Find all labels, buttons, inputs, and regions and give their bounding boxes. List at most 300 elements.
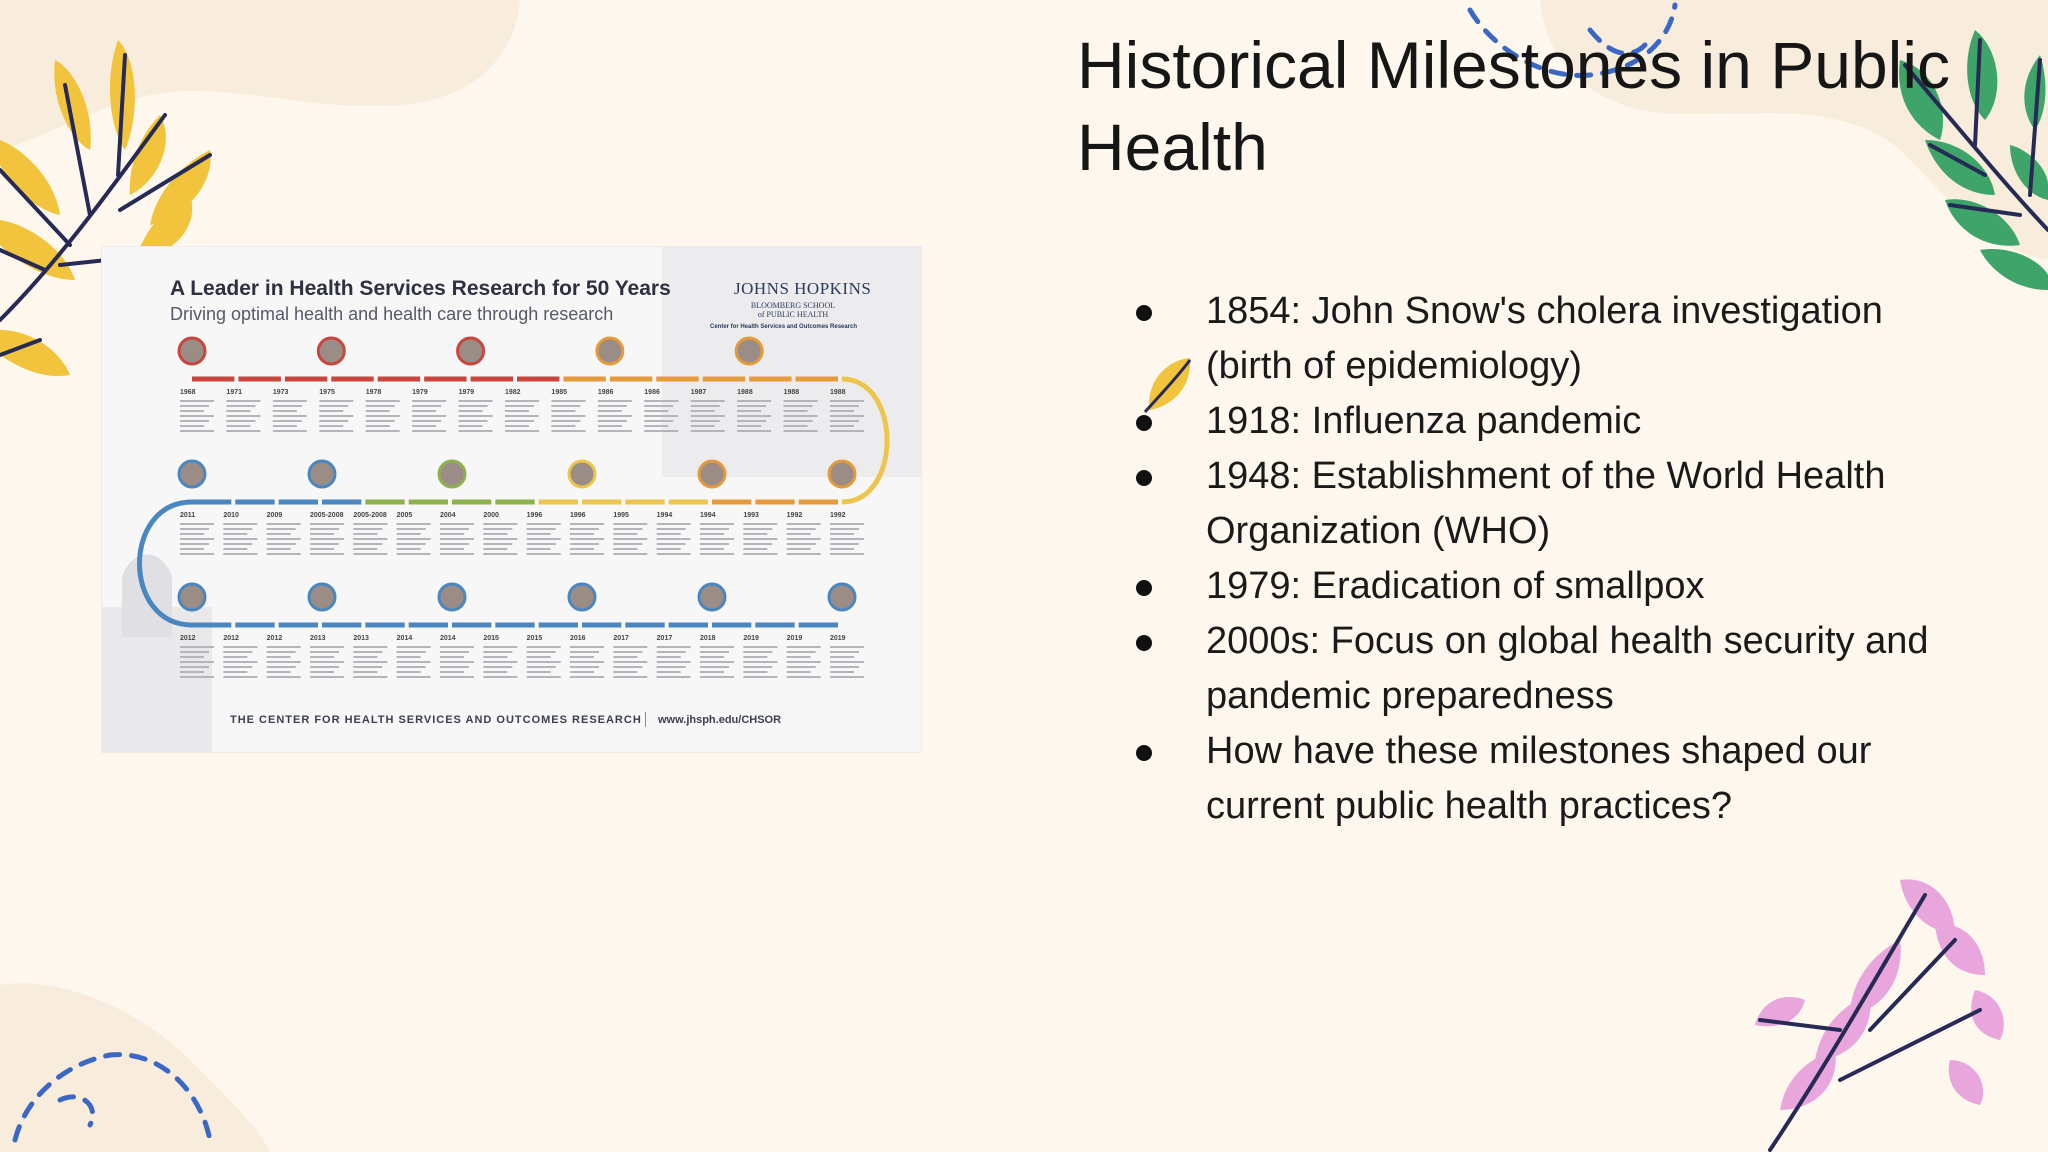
- timeline-entry-text-line: [459, 400, 493, 402]
- timeline-entry-text-line: [700, 646, 734, 648]
- timeline-entry-text-line: [700, 528, 729, 530]
- timeline-entry-text-line: [613, 553, 647, 555]
- timeline-year-label: 2000: [483, 512, 499, 519]
- timeline-entry-text-line: [527, 676, 561, 678]
- timeline-entry-text-line: [527, 671, 551, 673]
- timeline-entry-text-line: [737, 400, 771, 402]
- timeline-entry-text-line: [180, 661, 214, 663]
- timeline-entry-text-line: [570, 661, 604, 663]
- timeline-entry-text-line: [397, 661, 431, 663]
- timeline-entry-text-line: [353, 676, 387, 678]
- poster-logo-school: BLOOMBERG SCHOOL of PUBLIC HEALTH: [750, 301, 836, 319]
- timeline-entry-text-line: [180, 420, 209, 422]
- timeline-entry-text-line: [743, 548, 767, 550]
- timeline-entry-text-line: [657, 651, 686, 653]
- timeline-entry-text-line: [613, 523, 647, 525]
- timeline-year-label: 1988: [737, 389, 753, 396]
- timeline-entry-text-line: [353, 651, 382, 653]
- timeline-entry-text-line: [505, 410, 529, 412]
- timeline-entry-text-line: [613, 656, 637, 658]
- timeline-entry-text-line: [505, 420, 534, 422]
- timeline-entry-text-line: [180, 666, 209, 668]
- portrait-avatar: [309, 461, 335, 487]
- timeline-entry-text-line: [180, 538, 214, 540]
- timeline-entry-text-line: [223, 676, 257, 678]
- timeline-entry-text-line: [787, 523, 821, 525]
- timeline-entry-text-line: [743, 646, 777, 648]
- timeline-year-label: 1992: [786, 512, 803, 519]
- timeline-entry-text-line: [570, 548, 594, 550]
- timeline-entry-text-line: [527, 533, 551, 535]
- timeline-entry-text-line: [483, 671, 507, 673]
- timeline-entry-text-line: [267, 671, 291, 673]
- timeline-entry-text-line: [226, 405, 255, 407]
- timeline-entry-text-line: [644, 425, 668, 427]
- timeline-entry-text-line: [483, 528, 512, 530]
- timeline-entry-text-line: [223, 528, 252, 530]
- timeline-entry-text-line: [483, 661, 517, 663]
- timeline-entry-text-line: [700, 523, 734, 525]
- poster-logo-name: JOHNS HOPKINS: [734, 279, 872, 298]
- timeline-entry-text-line: [830, 671, 854, 673]
- timeline-entry-text-line: [353, 656, 377, 658]
- timeline-year-label: 2019: [743, 635, 759, 642]
- timeline-entry-text-line: [180, 671, 204, 673]
- timeline-entry-text-line: [440, 666, 469, 668]
- timeline-entry-text-line: [830, 523, 864, 525]
- timeline-entry-text-line: [737, 415, 771, 417]
- timeline-entry-text-line: [743, 528, 772, 530]
- timeline-entry-text-line: [483, 676, 517, 678]
- timeline-entry-text-line: [226, 430, 260, 432]
- timeline-entry-text-line: [267, 543, 296, 545]
- timeline-entry-text-line: [353, 523, 387, 525]
- timeline-entry-text-line: [440, 646, 474, 648]
- timeline-entry-text-line: [353, 538, 387, 540]
- timeline-entry-text-line: [223, 538, 257, 540]
- timeline-year-label: 1987: [690, 389, 707, 396]
- timeline-entry-text-line: [657, 538, 691, 540]
- timeline-entry-text-line: [366, 425, 390, 427]
- timeline-entry-text-line: [527, 538, 561, 540]
- timeline-entry-text-line: [397, 528, 426, 530]
- timeline-entry-text-line: [570, 676, 604, 678]
- timeline-entry-text-line: [657, 656, 681, 658]
- timeline-entry-text-line: [180, 543, 209, 545]
- portrait-avatar: [179, 461, 205, 487]
- timeline-entry-text-line: [743, 538, 777, 540]
- timeline-entry-text-line: [551, 405, 580, 407]
- timeline-year-label: 2005-2008: [353, 512, 387, 519]
- timeline-entry-text-line: [180, 656, 204, 658]
- timeline-entry-text-line: [787, 651, 816, 653]
- timeline-entry-text-line: [180, 405, 209, 407]
- timeline-year-label: 2015: [526, 635, 543, 642]
- timeline-entry-text-line: [310, 523, 344, 525]
- timeline-entry-text-line: [440, 671, 464, 673]
- timeline-entry-text-line: [353, 671, 377, 673]
- timeline-entry-text-line: [691, 415, 725, 417]
- timeline-entry-text-line: [353, 528, 382, 530]
- timeline-entry-text-line: [440, 553, 474, 555]
- timeline-year-label: 1988: [830, 389, 846, 396]
- timeline-entry-text-line: [613, 538, 647, 540]
- timeline-entry-text-line: [319, 430, 353, 432]
- timeline-entry-text-line: [366, 405, 395, 407]
- bullet-item: 2000s: Focus on global health security and pandemic preparedness: [1132, 614, 1932, 724]
- timeline-entry-text-line: [223, 646, 257, 648]
- timeline-year-label: 2012: [223, 635, 239, 642]
- timeline-entry-text-line: [310, 646, 344, 648]
- timeline-entry-text-line: [613, 651, 642, 653]
- timeline-entry-text-line: [483, 538, 517, 540]
- timeline-year-label: 2019: [830, 635, 846, 642]
- timeline-entry-text-line: [700, 553, 734, 555]
- timeline-year-label: 1994: [656, 512, 673, 519]
- timeline-entry-text-line: [226, 415, 260, 417]
- timeline-year-label: 1982: [505, 389, 521, 396]
- timeline-year-label: 1996: [570, 512, 586, 519]
- timeline-entry-text-line: [743, 676, 777, 678]
- timeline-entry-text-line: [310, 528, 339, 530]
- timeline-year-label: 1975: [319, 389, 335, 396]
- timeline-entry-text-line: [353, 666, 382, 668]
- timeline-entry-text-line: [527, 661, 561, 663]
- timeline-entry-text-line: [737, 420, 766, 422]
- poster-center-name: Center for Health Services and Outcomes Research: [710, 324, 858, 330]
- timeline-entry-text-line: [570, 646, 604, 648]
- timeline-entry-text-line: [527, 523, 561, 525]
- timeline-entry-text-line: [319, 420, 348, 422]
- timeline-entry-text-line: [366, 415, 400, 417]
- timeline-year-label: 2014: [396, 635, 413, 642]
- timeline-entry-text-line: [527, 646, 561, 648]
- timeline-entry-text-line: [598, 420, 627, 422]
- timeline-entry-text-line: [700, 661, 734, 663]
- timeline-entry-text-line: [784, 430, 818, 432]
- timeline-entry-text-line: [613, 671, 637, 673]
- timeline-entry-text-line: [223, 553, 257, 555]
- timeline-entry-text-line: [366, 410, 390, 412]
- bullet-item: 1918: Influenza pandemic: [1132, 394, 1932, 449]
- timeline-entry-text-line: [551, 415, 585, 417]
- timeline-entry-text-line: [787, 538, 821, 540]
- timeline-entry-text-line: [787, 646, 821, 648]
- timeline-entry-text-line: [505, 425, 529, 427]
- timeline-entry-text-line: [570, 543, 599, 545]
- timeline-entry-text-line: [505, 415, 539, 417]
- timeline-year-label: 1978: [365, 389, 382, 396]
- timeline-entry-text-line: [787, 676, 821, 678]
- timeline-entry-text-line: [223, 548, 247, 550]
- timeline-entry-text-line: [691, 430, 725, 432]
- timeline-entry-text-line: [180, 425, 204, 427]
- timeline-entry-text-line: [784, 405, 813, 407]
- timeline-entry-text-line: [700, 656, 724, 658]
- timeline-entry-text-line: [700, 666, 729, 668]
- timeline-entry-text-line: [787, 543, 816, 545]
- timeline-entry-text-line: [273, 410, 297, 412]
- timeline-entry-text-line: [830, 425, 854, 427]
- timeline-entry-text-line: [223, 543, 252, 545]
- timeline-entry-text-line: [527, 528, 556, 530]
- timeline-entry-text-line: [310, 661, 344, 663]
- timeline-year-label: 2012: [266, 635, 283, 642]
- timeline-entry-text-line: [598, 410, 622, 412]
- timeline-year-label: 1971: [226, 389, 243, 396]
- timeline-entry-text-line: [267, 661, 301, 663]
- timeline-entry-text-line: [412, 420, 441, 422]
- timeline-entry-text-line: [737, 430, 771, 432]
- timeline-entry-text-line: [180, 646, 214, 648]
- timeline-entry-text-line: [412, 405, 441, 407]
- timeline-entry-text-line: [397, 671, 421, 673]
- timeline-entry-text-line: [691, 405, 720, 407]
- portrait-avatar: [569, 461, 595, 487]
- timeline-entry-text-line: [700, 548, 724, 550]
- timeline-entry-text-line: [180, 651, 209, 653]
- timeline-entry-text-line: [700, 676, 734, 678]
- portrait-avatar: [829, 461, 855, 487]
- timeline-entry-text-line: [787, 528, 816, 530]
- timeline-entry-text-line: [412, 400, 446, 402]
- timeline-entry-text-line: [366, 430, 400, 432]
- timeline-entry-text-line: [483, 548, 507, 550]
- timeline-entry-text-line: [310, 548, 334, 550]
- timeline-entry-text-line: [787, 533, 811, 535]
- timeline-year-label: 1993: [743, 512, 759, 519]
- timeline-entry-text-line: [483, 651, 512, 653]
- timeline-entry-text-line: [743, 661, 777, 663]
- timeline-entry-text-line: [644, 405, 673, 407]
- timeline-entry-text-line: [657, 528, 686, 530]
- timeline-year-label: 2015: [483, 635, 499, 642]
- timeline-entry-text-line: [737, 405, 766, 407]
- timeline-entry-text-line: [267, 656, 291, 658]
- timeline-entry-text-line: [787, 661, 821, 663]
- timeline-entry-text-line: [691, 425, 715, 427]
- timeline-entry-text-line: [397, 666, 426, 668]
- timeline-entry-text-line: [830, 400, 864, 402]
- timeline-entry-text-line: [180, 410, 204, 412]
- timeline-entry-text-line: [440, 523, 474, 525]
- timeline-entry-text-line: [223, 666, 252, 668]
- timeline-entry-text-line: [397, 533, 421, 535]
- peach-blob-bottom-left: [0, 983, 270, 1152]
- timeline-entry-text-line: [397, 538, 431, 540]
- timeline-year-label: 1979: [458, 389, 475, 396]
- timeline-entry-text-line: [743, 523, 777, 525]
- timeline-entry-text-line: [180, 528, 209, 530]
- timeline-entry-text-line: [830, 661, 864, 663]
- timeline-entry-text-line: [267, 646, 301, 648]
- timeline-year-label: 2018: [700, 635, 716, 642]
- bullet-item: 1979: Eradication of smallpox: [1132, 559, 1932, 614]
- timeline-entry-text-line: [613, 548, 637, 550]
- timeline-entry-text-line: [310, 533, 334, 535]
- timeline-entry-text-line: [180, 676, 214, 678]
- timeline-entry-text-line: [319, 415, 353, 417]
- timeline-entry-text-line: [644, 410, 668, 412]
- timeline-entry-text-line: [353, 661, 387, 663]
- timeline-entry-text-line: [527, 666, 556, 668]
- timeline-entry-text-line: [267, 523, 301, 525]
- timeline-entry-text-line: [319, 405, 348, 407]
- timeline-entry-text-line: [830, 553, 864, 555]
- timeline-entry-text-line: [570, 671, 594, 673]
- timeline-entry-text-line: [440, 543, 469, 545]
- timeline-year-label: 2004: [440, 512, 456, 519]
- timeline-entry-text-line: [273, 405, 302, 407]
- timeline-entry-text-line: [483, 666, 512, 668]
- timeline-entry-text-line: [397, 651, 426, 653]
- timeline-year-label: 2012: [180, 635, 196, 642]
- timeline-poster-image: [102, 247, 921, 752]
- timeline-entry-text-line: [570, 538, 604, 540]
- timeline-entry-text-line: [319, 410, 343, 412]
- timeline-entry-text-line: [570, 656, 594, 658]
- portrait-avatar: [829, 584, 855, 610]
- timeline-entry-text-line: [226, 425, 250, 427]
- timeline-entry-text-line: [440, 533, 464, 535]
- timeline-entry-text-line: [787, 666, 816, 668]
- timeline-entry-text-line: [830, 548, 854, 550]
- timeline-entry-text-line: [830, 656, 854, 658]
- portrait-avatar: [179, 584, 205, 610]
- timeline-entry-text-line: [505, 405, 534, 407]
- milestone-bullet-list: [1132, 284, 1932, 834]
- portrait-avatar: [569, 584, 595, 610]
- timeline-entry-text-line: [397, 676, 431, 678]
- timeline-entry-text-line: [310, 553, 344, 555]
- timeline-entry-text-line: [657, 666, 686, 668]
- timeline-entry-text-line: [273, 425, 297, 427]
- timeline-entry-text-line: [784, 400, 818, 402]
- timeline-entry-text-line: [483, 646, 517, 648]
- timeline-entry-text-line: [830, 543, 859, 545]
- timeline-entry-text-line: [691, 410, 715, 412]
- timeline-entry-text-line: [691, 400, 725, 402]
- timeline-entry-text-line: [180, 400, 214, 402]
- timeline-entry-text-line: [483, 533, 507, 535]
- timeline-entry-text-line: [483, 523, 517, 525]
- timeline-entry-text-line: [743, 651, 772, 653]
- timeline-entry-text-line: [784, 410, 808, 412]
- timeline-entry-text-line: [310, 666, 339, 668]
- timeline-entry-text-line: [700, 651, 729, 653]
- timeline-entry-text-line: [598, 405, 627, 407]
- timeline-entry-text-line: [397, 548, 421, 550]
- timeline-entry-text-line: [226, 410, 250, 412]
- timeline-entry-text-line: [787, 548, 811, 550]
- timeline-entry-text-line: [353, 543, 382, 545]
- timeline-entry-text-line: [353, 646, 387, 648]
- poster-footer-divider: [645, 712, 646, 727]
- timeline-year-label: 1992: [830, 512, 846, 519]
- timeline-entry-text-line: [353, 548, 377, 550]
- timeline-entry-text-line: [527, 548, 551, 550]
- timeline-entry-text-line: [412, 430, 446, 432]
- timeline-entry-text-line: [223, 671, 247, 673]
- timeline-entry-text-line: [366, 400, 400, 402]
- timeline-entry-text-line: [440, 528, 469, 530]
- timeline-entry-text-line: [644, 420, 673, 422]
- timeline-entry-text-line: [267, 548, 291, 550]
- timeline-entry-text-line: [440, 651, 469, 653]
- portrait-avatar: [597, 338, 623, 364]
- timeline-entry-text-line: [226, 400, 260, 402]
- timeline-entry-text-line: [613, 676, 647, 678]
- timeline-entry-text-line: [527, 543, 556, 545]
- timeline-entry-text-line: [743, 543, 772, 545]
- bullet-item: 1854: John Snow's cholera investigation (birth of epidemiology): [1132, 284, 1932, 394]
- bullet-item: 1948: Establishment of the World Health Organization (WHO): [1132, 449, 1932, 559]
- timeline-entry-text-line: [459, 430, 493, 432]
- timeline-entry-text-line: [737, 410, 761, 412]
- timeline-entry-text-line: [273, 415, 307, 417]
- timeline-entry-text-line: [527, 656, 551, 658]
- timeline-entry-text-line: [273, 400, 307, 402]
- timeline-entry-text-line: [657, 671, 681, 673]
- timeline-entry-text-line: [830, 533, 854, 535]
- portrait-avatar: [699, 584, 725, 610]
- timeline-entry-text-line: [412, 410, 436, 412]
- timeline-entry-text-line: [743, 671, 767, 673]
- timeline-entry-text-line: [527, 553, 561, 555]
- timeline-entry-text-line: [397, 646, 431, 648]
- timeline-entry-text-line: [319, 400, 353, 402]
- timeline-entry-text-line: [830, 528, 859, 530]
- timeline-year-label: 1973: [272, 389, 289, 396]
- timeline-entry-text-line: [273, 420, 302, 422]
- timeline-entry-text-line: [223, 656, 247, 658]
- timeline-entry-text-line: [830, 538, 864, 540]
- timeline-year-label: 1986: [597, 389, 614, 396]
- timeline-entry-text-line: [310, 676, 344, 678]
- timeline-entry-text-line: [459, 425, 483, 427]
- timeline-entry-text-line: [784, 420, 813, 422]
- timeline-entry-text-line: [644, 430, 678, 432]
- timeline-year-label: 2017: [613, 635, 629, 642]
- timeline-entry-text-line: [267, 676, 301, 678]
- timeline-entry-text-line: [787, 656, 811, 658]
- timeline-entry-text-line: [267, 651, 296, 653]
- timeline-year-label: 2019: [786, 635, 803, 642]
- portrait-avatar: [318, 338, 344, 364]
- timeline-entry-text-line: [505, 430, 539, 432]
- timeline-entry-text-line: [180, 430, 214, 432]
- timeline-year-label: 1994: [700, 512, 716, 519]
- timeline-entry-text-line: [223, 523, 257, 525]
- timeline-entry-text-line: [412, 425, 436, 427]
- portrait-avatar: [736, 338, 762, 364]
- timeline-entry-text-line: [459, 410, 483, 412]
- timeline-entry-text-line: [267, 553, 301, 555]
- timeline-year-label: 2014: [440, 635, 456, 642]
- timeline-entry-text-line: [527, 651, 556, 653]
- timeline-entry-text-line: [353, 553, 387, 555]
- timeline-entry-text-line: [700, 671, 724, 673]
- timeline-entry-text-line: [657, 553, 691, 555]
- poster-subtitle: Driving optimal health and health care through research: [170, 304, 614, 324]
- timeline-entry-text-line: [483, 543, 512, 545]
- timeline-entry-text-line: [551, 400, 585, 402]
- timeline-year-label: 2013: [353, 635, 369, 642]
- timeline-entry-text-line: [267, 538, 301, 540]
- timeline-entry-text-line: [691, 420, 720, 422]
- portrait-avatar: [179, 338, 205, 364]
- timeline-year-label: 1968: [180, 389, 196, 396]
